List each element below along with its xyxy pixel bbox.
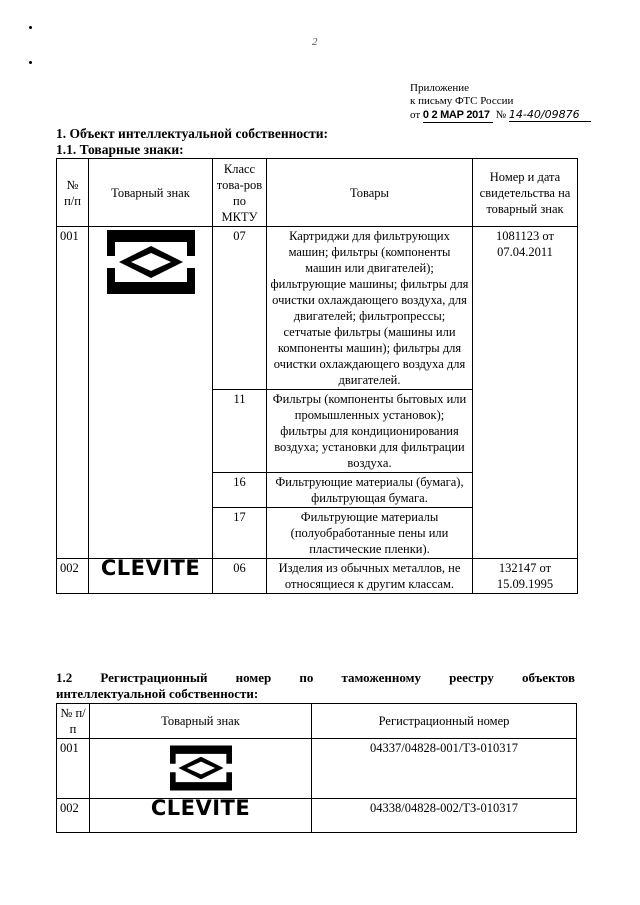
class-cell: 06: [213, 559, 267, 594]
appendix-line1: Приложение: [410, 82, 470, 94]
trademark-logo: [107, 230, 195, 294]
trademark-logo-cell: [89, 227, 213, 559]
class-cell: 17: [213, 508, 267, 559]
registry-table: [56, 703, 577, 833]
s12-word: Регистрационный: [100, 670, 208, 685]
row-num: 002: [57, 559, 89, 594]
row-num: 001: [57, 739, 90, 799]
goods-cell: Фильтры (компоненты бытовых или промышленных установок); фильтры для кондиционирования воздуха; установки для фильтрации воздуха.: [267, 390, 473, 473]
date-prefix: от: [410, 109, 421, 121]
class-cell: 11: [213, 390, 267, 473]
s12-word: 1.2: [56, 670, 73, 685]
class-cell: 16: [213, 473, 267, 508]
header-mark: Товарный знак: [89, 159, 213, 227]
margin-mark: [29, 61, 32, 64]
section12-heading: [56, 670, 575, 702]
s12-line2: интеллектуальной собственности:: [56, 686, 259, 701]
appendix-date-line: [410, 108, 591, 123]
trademark-table: [56, 158, 578, 594]
header-num: № п/п: [57, 704, 90, 739]
cert-cell: 1081123 от 07.04.2011: [473, 227, 578, 559]
trademark-logo: [170, 743, 232, 793]
margin-mark: [29, 26, 32, 29]
header-num: № п/п: [57, 159, 89, 227]
s12-word: номер: [235, 670, 272, 685]
appendix-block: [410, 82, 591, 123]
trademark-wordmark: CLEVITE: [89, 559, 213, 594]
number-prefix: №: [495, 109, 507, 121]
section1-heading: 1. Объект интеллектуальной собственности:: [56, 126, 329, 141]
row-num: 001: [57, 227, 89, 559]
header-class: Класс това-ров по МКТУ: [213, 159, 267, 227]
row-num: 002: [57, 799, 90, 833]
goods-cell: Фильтрующие материалы (полуобработанные пены или пластические пленки).: [267, 508, 473, 559]
class-cell: 07: [213, 227, 267, 390]
header-cert: Номер и дата свидетельства на товарный знак: [473, 159, 578, 227]
reg-cell: 04338/04828-002/ТЗ-010317: [312, 799, 577, 833]
section1-subheading: 1.1. Товарные знаки:: [56, 142, 184, 157]
header-reg: Регистрационный номер: [312, 704, 577, 739]
trademark-wordmark: CLEVITE: [90, 799, 312, 833]
s12-word: объектов: [522, 670, 575, 685]
header-mark: Товарный знак: [90, 704, 312, 739]
reg-cell: 04337/04828-001/ТЗ-010317: [312, 739, 577, 799]
date-stamp: 0 2 МАР 2017: [423, 109, 493, 123]
table-row: [57, 739, 577, 799]
table-row: [57, 799, 577, 833]
appendix-line2: к письму ФТС России: [410, 95, 514, 107]
s12-word: реестру: [449, 670, 494, 685]
goods-cell: Картриджи для фильтрующих машин; фильтры (компоненты машин или двигателей); фильтрующие машины; фильтры для очистки охлаждающего воздуха, для двигателей; фильтропрессы; сетчатые фильтры (машины или компоненты машин); фильтры для очистки охлаждающего воздуха для двигателей.: [267, 227, 473, 390]
table-row: [57, 559, 578, 594]
table-row: [57, 227, 578, 390]
trademark-logo-cell: [90, 739, 312, 799]
page-number: 2: [312, 36, 318, 48]
s12-word: таможенному: [341, 670, 421, 685]
header-goods: Товары: [267, 159, 473, 227]
cert-cell: 132147 от 15.09.1995: [473, 559, 578, 594]
goods-cell: Фильтрующие материалы (бумага), фильтрующая бумага.: [267, 473, 473, 508]
number-handwritten: 14-40/09876: [509, 108, 591, 122]
s12-word: по: [299, 670, 314, 685]
goods-cell: Изделия из обычных металлов, не относящиеся к другим классам.: [267, 559, 473, 594]
